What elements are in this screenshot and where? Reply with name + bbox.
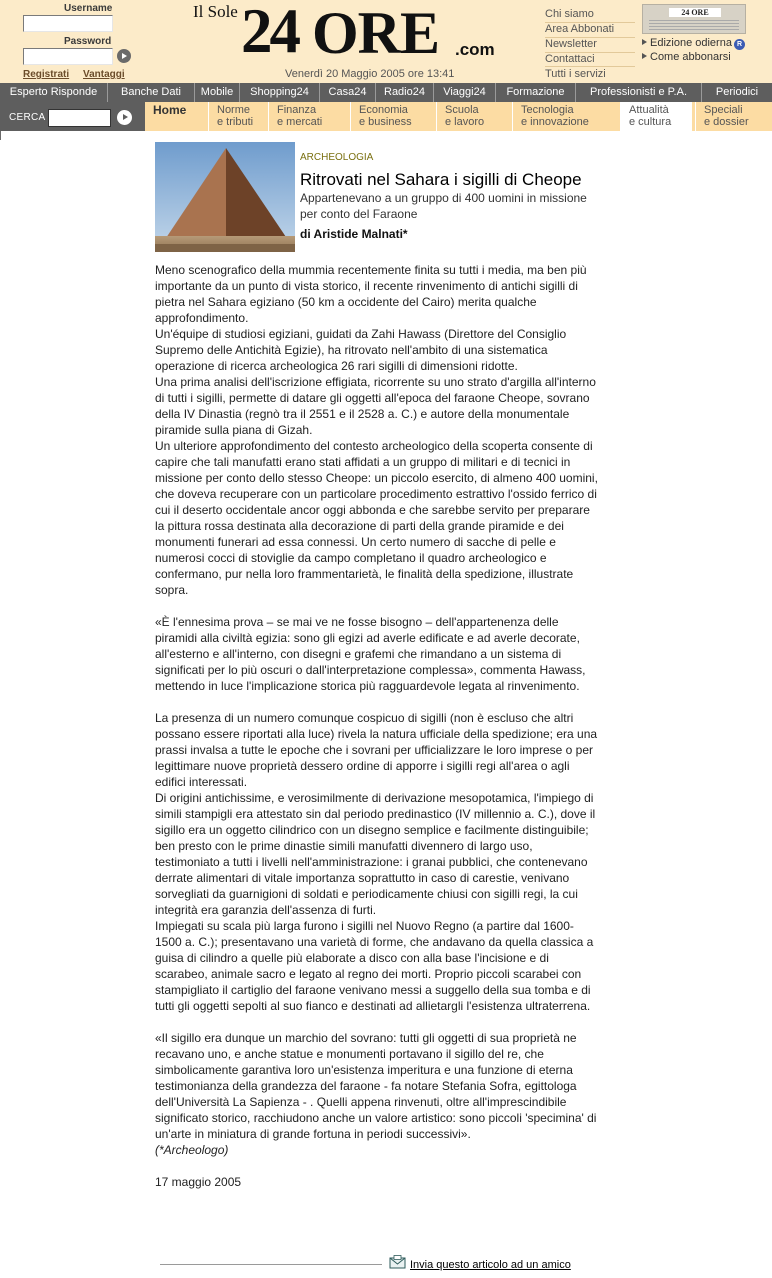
- paragraph: Di origini antichissime, e verosimilmente di derivazione mesopotamica, l'impiego di simili stampigli era attestato sin dal periodo predinastico (IV millennio a. C.), dove il sigillo era un oggetto cilindrico con un disegno semplice e facilmente distinguibile; ben presto con le prime dinastie simili manufatti divennero di largo uso, testimoniato a tutti i livelli nell'amministrazione: i granai pubblici, che contenevano derrate alimentari di vitale importanza soprattutto in caso di carestie, venivano sorvegliati da guarnigioni di soldati e periodicamente chiusi con sigilli regi, la cui integrità era garanzia dell'assenza di furti.: [155, 791, 596, 917]
- username-input[interactable]: [23, 15, 113, 32]
- article-author: di Aristide Malnati*: [300, 227, 408, 241]
- tab-label-line1: Scuola: [445, 104, 479, 116]
- nav-viaggi24[interactable]: Viaggi24: [434, 83, 496, 102]
- tab-label-line2: e innovazione: [521, 116, 589, 128]
- search-bar: [0, 102, 145, 131]
- tab-label-line2: e dossier: [704, 116, 749, 128]
- newsletter-link[interactable]: Newsletter: [545, 38, 597, 50]
- come-abbonarsi-label: Come abbonarsi: [650, 51, 731, 63]
- tab-label-line2: e tributi: [217, 116, 254, 128]
- search-input[interactable]: [48, 109, 111, 127]
- tab-scuola-e-lavoro[interactable]: [436, 102, 512, 131]
- tab-label-line1: Norme: [217, 104, 251, 116]
- edition-thumbnail-masthead: 24 ORE: [669, 8, 721, 17]
- tab-speciali-e-dossier[interactable]: [695, 102, 772, 131]
- services-nav: [0, 83, 772, 102]
- tab-attualita-e-cultura[interactable]: [620, 102, 692, 131]
- edition-info-icon[interactable]: R: [734, 39, 745, 50]
- envelope-icon[interactable]: [389, 1255, 406, 1269]
- nav-banche-dati[interactable]: Banche Dati: [108, 83, 195, 102]
- triangle-right-icon: [642, 39, 647, 45]
- tab-finanza-e-mercati[interactable]: [268, 102, 350, 131]
- paragraph: Meno scenografico della mummia recentemente finita su tutti i media, ma ben più importante da un punto di vista storico, il recente rinvenimento di antichi sigilli di pietra nel Sahara egiziano (50 km a occidente del Cairo) merita qualche approfondimento.: [155, 263, 587, 325]
- nav-mobile[interactable]: Mobile: [195, 83, 240, 102]
- logo-suffix: .com: [455, 40, 495, 59]
- edition-thumbnail-lines: [649, 20, 739, 30]
- tab-tecnologia-e-innovazione[interactable]: [512, 102, 620, 131]
- nav-professionisti[interactable]: Professionisti e P.A.: [576, 83, 702, 102]
- tab-label-line1: Finanza: [277, 104, 317, 116]
- tab-label-line1: Speciali: [704, 104, 743, 116]
- article-signature: (*Archeologo): [155, 1143, 229, 1157]
- tab-label-line1: Tecnologia: [521, 104, 574, 116]
- tab-label-line2: e cultura: [629, 116, 672, 128]
- password-input[interactable]: [23, 48, 113, 65]
- article-date: 17 maggio 2005: [155, 1175, 242, 1189]
- divider: [0, 131, 1, 140]
- pyramid-photo: [155, 142, 295, 252]
- divider: [160, 1264, 382, 1265]
- tab-label-line2: e business: [359, 116, 412, 128]
- divider: [545, 66, 635, 67]
- come-abbonarsi-link[interactable]: [642, 51, 731, 63]
- tab-home[interactable]: [145, 102, 208, 131]
- tab-label-line1: Attualità: [629, 104, 669, 116]
- paragraph: Impiegati su scala più larga furono i sigilli nel Nuovo Regno (a partire dal 1600-1500 a. C.); presentavano una varietà di forme, che andavano da quella classica a guisa di cilindro a quelle più elaborate a disco con alla base l'incisione e di scarabeo, animale sacro e legato al regno dei morti. Proprio piccoli scarabei con stampigliato il cartiglio del faraone venivano messi a suggello della sua tomba e di tutti gli oggetti sepolti al suo fianco e destinati ad allietargli l'esistenza ultraterrena.: [155, 919, 594, 1013]
- nav-formazione[interactable]: Formazione: [496, 83, 576, 102]
- triangle-right-icon: [642, 53, 647, 59]
- logo-word: ORE: [312, 0, 440, 66]
- tab-norme-e-tributi[interactable]: [208, 102, 268, 131]
- nav-periodici[interactable]: Periodici: [715, 86, 759, 98]
- register-link[interactable]: Registrati: [23, 69, 70, 80]
- tab-home-label: Home: [153, 103, 187, 117]
- nav-esperto-risponde[interactable]: Esperto Risponde: [0, 83, 108, 102]
- paragraph: «Il sigillo era dunque un marchio del sovrano: tutti gli oggetti di sua proprietà ne recavano uno, e anche statue e monumenti portavano il sigillo del re, che simbolicamente garantiva loro un'esistenza imperitura e una funzione di eterna testimonianza della grandezza del faraone - fa notare Stefania Sofra, egittologa dell'Università La Sapienza - . Quelli appena rinvenuti, oltre all'imprescindibile significato storico, racchiudono anche un valore artistico: sono piccoli 'specimina' di un'arte in miniatura di grande fortuna in periodi successivi».: [155, 1031, 597, 1141]
- tutti-i-servizi-link[interactable]: Tutti i servizi: [545, 68, 606, 80]
- username-label: Username: [64, 3, 113, 14]
- search-go-button[interactable]: [117, 110, 132, 125]
- section-nav: [145, 102, 772, 131]
- contattaci-link[interactable]: Contattaci: [545, 53, 595, 65]
- nav-casa24[interactable]: Casa24: [320, 83, 376, 102]
- paragraph: La presenza di un numero comunque cospicuo di sigilli (non è escluso che altri possano essere riportati alla luce) rivela la natura ufficiale della spedizione; era una prassi invalsa a tutte le epoche che i sovrani per ufficializzare le loro imprese o per legittimare nuove proprietà dessero ordine di apporre i sigilli regi all'area o agli edifici interessati.: [155, 711, 598, 789]
- search-label: CERCA: [9, 112, 46, 123]
- article-title: Ritrovati nel Sahara i sigilli di Cheope: [300, 170, 582, 189]
- article-body: [155, 262, 598, 1206]
- article-subtitle: Appartenevano a un gruppo di 400 uomini in missione per conto del Faraone: [300, 191, 587, 221]
- paragraph: «È l'ennesima prova – se mai ve ne fosse bisogno – dell'appartenenza delle piramidi alla civiltà egizia: sono gli egizi ad averle edificate e ad averle decorate, all'esterno e all'interno, con disegni e grafemi che rimandano a un sistema di significati per lo più oscuri o dall'interpretazione complessa», commenta Hawass, mettendo in luce l'implicazione storica più ragguardevole legata al rinvenimento.: [155, 615, 586, 693]
- tab-economia-e-business[interactable]: [350, 102, 436, 131]
- edition-thumbnail[interactable]: [642, 4, 746, 34]
- date-line: Venerdì 20 Maggio 2005 ore 13:41: [285, 68, 455, 80]
- edizione-odierna-link[interactable]: [642, 37, 732, 49]
- send-to-friend-link[interactable]: Invia questo articolo ad un amico: [410, 1259, 571, 1271]
- site-header: [0, 0, 772, 83]
- article-category: ARCHEOLOGIA: [300, 152, 374, 163]
- password-label: Password: [64, 36, 112, 47]
- tab-label-line2: e mercati: [277, 116, 323, 128]
- article-photo: [155, 142, 295, 252]
- nav-shopping24[interactable]: Shopping24: [240, 83, 320, 102]
- paragraph: Un ulteriore approfondimento del contesto archeologico della scoperta consente di capire che tali manufatti erano stati affidati a un gruppo di militari e di tecnici in missione per conto dello stesso Cheope: un piccolo esercito, di almeno 400 uomini, che doveva recuperare con un particolare procedimento estrattivo l'ossido ferrico di cui il deserto occidentale ancor oggi abbonda e che sarebbe servito per preparare la pittura rossa destinata alla decorazione di parti della grande piramide e dei monumenti funerari ad essa connessi. Un certo numero di sacche di pelle e numerosi cocci di stoviglie da campo completano il quadro archeologico e confermano, pur nella loro frammentarietà, le finalità della spedizione, illustrate sopra.: [155, 439, 598, 597]
- benefits-link[interactable]: Vantaggi: [83, 69, 125, 80]
- login-submit-button[interactable]: [117, 49, 131, 63]
- chi-siamo-link[interactable]: Chi siamo: [545, 8, 594, 20]
- area-abbonati-link[interactable]: Area Abbonati: [545, 23, 615, 35]
- tab-label-line1: Economia: [359, 104, 408, 116]
- tab-label-line2: e lavoro: [445, 116, 485, 128]
- edizione-odierna-label: Edizione odierna: [650, 37, 732, 49]
- nav-radio24[interactable]: Radio24: [376, 83, 434, 102]
- logo-prefix: Il Sole: [193, 2, 238, 21]
- logo-number: 24: [241, 0, 298, 66]
- paragraph: Un'équipe di studiosi egiziani, guidati da Zahi Hawass (Direttore del Consiglio Supremo delle Antichità Egizie), ha ritrovato nell'ambito di una sistematica operazione di ricerca archeologica 26 rari sigilli di dimensioni ridotte.: [155, 327, 567, 373]
- paragraph: Una prima analisi dell'iscrizione effigiata, ricorrente su uno strato d'argilla all'interno di tutti i sigilli, permette di datare gli oggetti all'epoca del faraone Cheope, sovrano della IV Dinastia (regnò tra il 2551 e il 2528 a. C.) e autore della monumentale piramide sulla piana di Gizah.: [155, 375, 596, 437]
